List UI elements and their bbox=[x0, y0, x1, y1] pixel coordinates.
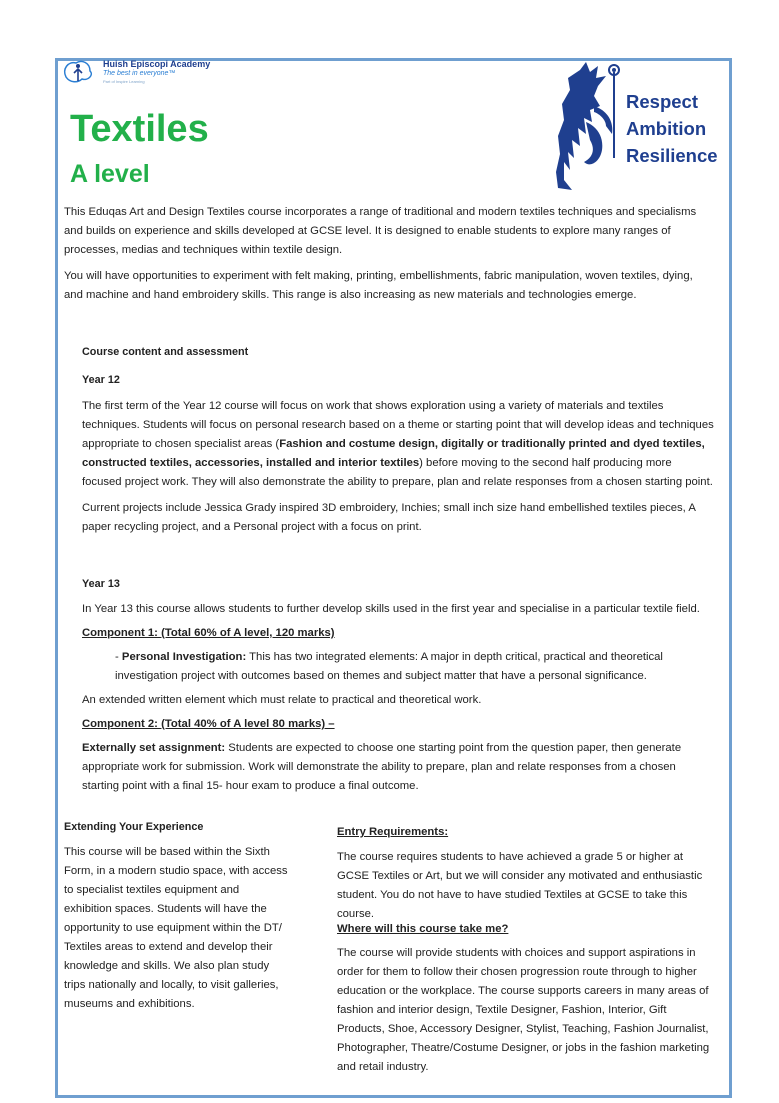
written-element: An extended written element which must relate to practical and theoretical work. bbox=[82, 694, 482, 706]
dragon-crest-icon bbox=[550, 62, 622, 192]
year13-section bbox=[82, 600, 714, 796]
component2-heading: Component 2: (Total 40% of A level 80 marks) – bbox=[82, 718, 335, 730]
entry-text: The course requires students to have achieved a grade 5 or higher at GCSE Textiles or Art, but we will consider any motivated and enthusiastic student. You do not have to have studied Textiles at GCSE to take this course. bbox=[337, 851, 703, 920]
future-heading: Where will this course take me? bbox=[337, 923, 509, 935]
year12-text-a: The first term of the Year 12 course will focus on work that shows exploration using a variety of materials and textiles techniques. Students will focus on personal research based on a theme or starting point that will develop ideas and techniques appropriate to chosen specialist areas ( bbox=[82, 400, 714, 450]
component2-label: Externally set assignment: bbox=[82, 742, 226, 754]
academy-subline: Part of Inspire Learning bbox=[103, 79, 145, 84]
page-subtitle: A level bbox=[70, 160, 150, 188]
academy-tagline: The best in everyone™ bbox=[103, 70, 176, 77]
year12-heading: Year 12 bbox=[82, 374, 120, 386]
entry-heading: Entry Requirements: bbox=[337, 826, 449, 838]
course-heading: Course content and assessment bbox=[82, 346, 249, 358]
year12-paragraph bbox=[82, 397, 714, 492]
current-projects: Current projects include Jessica Grady inspired 3D embroidery, Inchies; small inch size hand embellished textiles pieces, A paper recycling project, and a Personal project with a focus on print. bbox=[82, 502, 696, 533]
extending-text: This course will be based within the Sixth Form, in a modern studio space, with access to specialist textiles equipment and exhibition spaces. Students will have the opportunity to use equipment within the DT/ Textiles areas to extend and develop their knowledge and skills. We also plan study trips nationally and locally, to visit galleries, museums and exhibitions. bbox=[64, 846, 288, 1010]
page-title: Textiles bbox=[70, 108, 209, 150]
intro-paragraph: You will have opportunities to experiment with felt making, printing, embellishments, fabric manipulation, woven textiles, dying, and machine and hand embroidery skills. This range is also increasing as new materials and technologies emerge. bbox=[64, 270, 693, 301]
specialist-areas: Fashion and costume design, digitally or traditionally printed and dyed textiles, constructed textiles, accessories, installed and interior textiles bbox=[82, 438, 705, 469]
intro-section bbox=[64, 203, 712, 305]
year12-text-b: ) before moving to the second half producing more focused project work. They will also demonstrate the ability to prepare, plan and relate responses from a chosen starting point. bbox=[82, 457, 713, 488]
component1-heading: Component 1: (Total 60% of A level, 120 marks) bbox=[82, 627, 335, 639]
component1-paragraph bbox=[115, 648, 714, 686]
year12-section bbox=[82, 397, 714, 537]
year13-intro: In Year 13 this course allows students to further develop skills used in the first year and specialise in a particular textile field. bbox=[82, 603, 700, 615]
value-ambition: Ambition bbox=[626, 118, 707, 139]
school-values bbox=[626, 88, 718, 169]
year13-heading: Year 13 bbox=[82, 578, 120, 590]
component2-text: Students are expected to choose one starting point from the question paper, then generate appropriate work for submission. Work will demonstrate the ability to prepare, plan and relate responses from a chosen starting point with a final 15- hour exam to produce a final outcome. bbox=[82, 742, 682, 792]
extending-heading: Extending Your Experience bbox=[64, 821, 204, 833]
value-resilience: Resilience bbox=[626, 145, 718, 166]
academy-name: Huish Episcopi Academy bbox=[103, 59, 211, 69]
component1-prefix: - bbox=[115, 651, 122, 663]
intro-paragraph: This Eduqas Art and Design Textiles course incorporates a range of traditional and modern textiles techniques and specialisms and builds on experience and skills developed at GCSE level. It is designed to enable students to explore many ranges of processes, medias and techniques within textile design. bbox=[64, 206, 697, 256]
component2-paragraph bbox=[82, 739, 714, 796]
future-text: The course will provide students with choices and support aspirations in order for them to follow their chosen progression route through to higher education or the workplace. The course supports careers in many areas of fashion and interior design, Textile Designer, Fashion, Interior, Gift Products, Shoe, Accessory Designer, Stylist, Teaching, Fashion Journalist, Photographer, Theatre/Costume Designer, or jobs in the fashion marketing and retail industry. bbox=[337, 947, 710, 1073]
component1-text: This has two integrated elements: A major in depth critical, practical and theoretical investigation project with outcomes based on themes and subject matter that have a personal significance. bbox=[115, 651, 663, 682]
component1-label: Personal Investigation: bbox=[121, 651, 247, 663]
value-respect: Respect bbox=[626, 91, 698, 112]
